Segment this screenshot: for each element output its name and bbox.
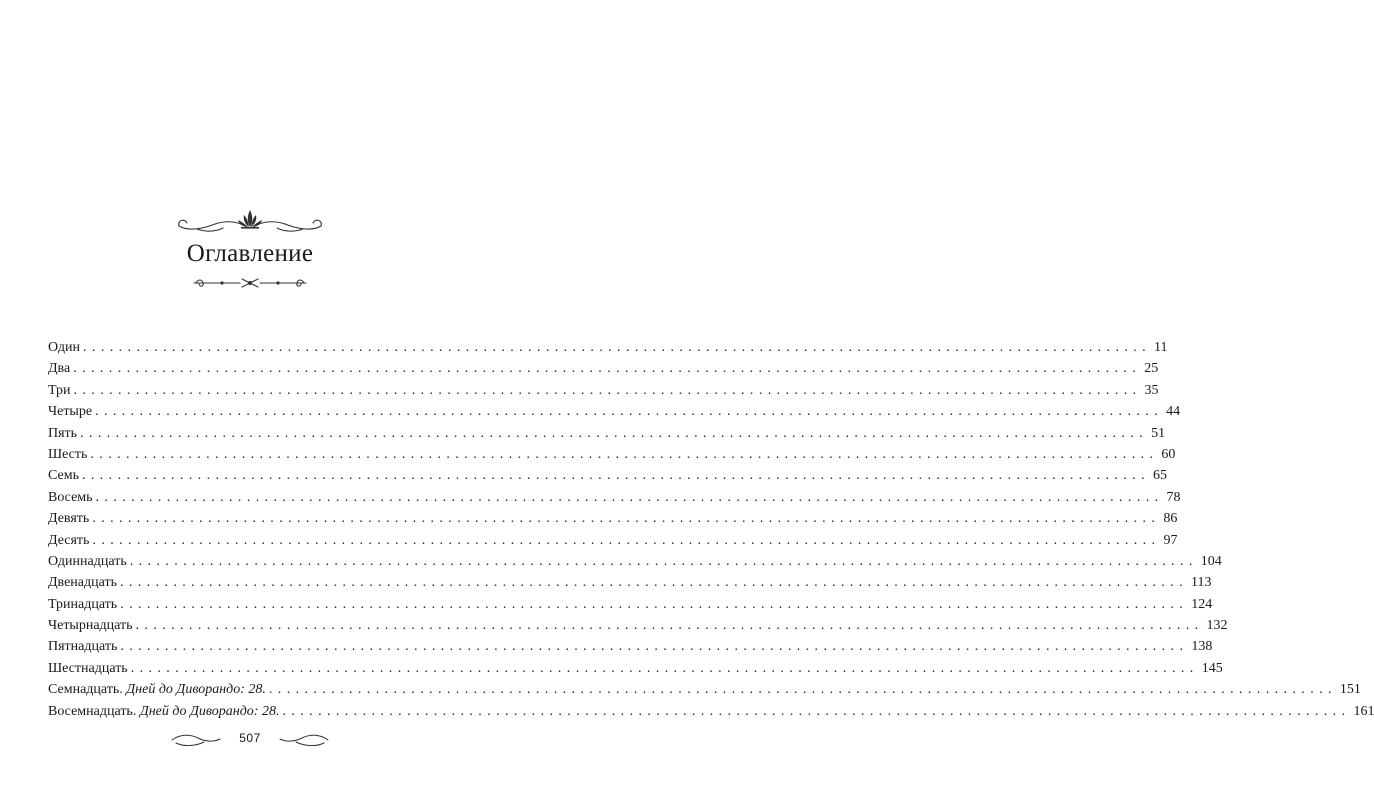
toc-entry-title	[48, 530, 89, 551]
toc-entry-title	[48, 679, 266, 700]
table-of-contents	[48, 337, 1374, 722]
dot-leader: ........................................................................................................................	[83, 340, 1152, 355]
toc-entry	[48, 444, 1176, 465]
chapter-title: Тринадцать	[48, 596, 118, 612]
dot-leader: ........................................................................................................................	[129, 553, 1198, 569]
chapter-title: Пятнадцать	[48, 639, 118, 655]
toc-entry-title	[48, 594, 117, 615]
dot-leader: ........................................................................................................................	[119, 575, 1188, 591]
dot-leader: ........................................................................................................................	[130, 660, 1199, 676]
toc-entry-title	[48, 465, 79, 486]
chapter-title: Пять	[48, 425, 78, 441]
toc-page-number: 11	[1154, 340, 1168, 355]
dot-leader: ........................................................................................................................	[120, 639, 1189, 655]
toc-page-number: 35	[1144, 382, 1159, 398]
page-number: 507	[239, 731, 261, 745]
chapter-title: Четырнадцать	[48, 618, 133, 634]
dot-leader: ........................................................................................................................	[95, 404, 1164, 420]
toc-entry	[48, 594, 1213, 615]
toc-entry	[48, 530, 1178, 551]
toc-entry	[48, 401, 1181, 422]
dot-leader: ........................................................................................................................	[268, 682, 1337, 698]
chapter-subtitle: Дней до Диворандо: 28.	[126, 682, 266, 698]
toc-entry-title	[48, 551, 127, 572]
toc-entry	[48, 615, 1228, 636]
chapter-title: Двенадцать	[48, 575, 117, 591]
toc-entry-title	[48, 358, 70, 379]
chapter-title: Шесть	[48, 446, 88, 462]
page-title: Оглавление	[186, 240, 314, 267]
toc-entry-title	[48, 401, 92, 422]
dot-leader: ........................................................................................................................	[92, 532, 1161, 548]
toc-page-number: 132	[1206, 618, 1228, 634]
toc-page-number: 145	[1201, 660, 1223, 676]
chapter-title: Два	[48, 361, 71, 377]
toc-entry-title	[48, 337, 80, 358]
toc-entry	[48, 358, 1159, 379]
chapter-title: Девять	[48, 511, 90, 527]
toc-page-number: 113	[1190, 575, 1212, 591]
dot-leader: ........................................................................................................................	[73, 361, 1142, 377]
toc-entry-title	[48, 508, 89, 529]
toc-entry-title	[48, 701, 279, 722]
dot-leader: ........................................................................................................................	[95, 489, 1164, 505]
chapter-subtitle: Дней до Диворандо: 28.	[139, 703, 280, 719]
toc-entry-title	[48, 444, 87, 465]
toc-entry-title	[48, 615, 133, 636]
toc-entry-title	[48, 423, 77, 444]
toc-page-number: 138	[1191, 639, 1213, 655]
scroll-divider-icon	[192, 276, 308, 290]
dot-leader: ........................................................................................................................	[73, 382, 1142, 398]
dot-leader: ........................................................................................................................	[92, 511, 1161, 527]
dot-leader: ........................................................................................................................	[282, 703, 1351, 719]
toc-entry	[48, 380, 1159, 401]
chapter-title: Семнадцать.	[48, 682, 123, 698]
toc-entry-title	[48, 487, 93, 508]
toc-entry	[48, 658, 1223, 679]
toc-entry	[48, 487, 1181, 508]
chapter-title: Шестнадцать	[48, 660, 128, 676]
dot-leader: ........................................................................................................................	[135, 618, 1204, 634]
toc-entry	[48, 636, 1213, 657]
chapter-title: Восемь	[48, 489, 93, 505]
toc-entry	[48, 701, 1374, 722]
chapter-title: Три	[48, 382, 71, 398]
toc-page-number: 104	[1200, 553, 1222, 569]
toc-entry	[48, 465, 1167, 486]
toc-page-number: 161	[1353, 703, 1374, 719]
toc-page-number: 86	[1163, 511, 1178, 527]
chapter-title: Четыре	[48, 404, 93, 420]
chapter-title: Восемнадцать.	[48, 703, 137, 719]
toc-entry	[48, 423, 1166, 444]
toc-page-number: 44	[1166, 404, 1181, 420]
dot-leader: ........................................................................................................................	[120, 596, 1189, 612]
toc-page-number: 97	[1163, 532, 1178, 548]
toc-entry	[48, 551, 1222, 572]
dot-leader: ........................................................................................................................	[81, 468, 1150, 484]
chapter-title: Одиннадцать	[48, 553, 127, 569]
toc-entry-title	[48, 380, 71, 401]
flourish-ornament-icon	[175, 206, 325, 234]
toc-entry	[48, 572, 1212, 593]
dot-leader: ........................................................................................................................	[80, 425, 1149, 441]
toc-entry	[48, 337, 1168, 358]
chapter-title: Десять	[48, 532, 90, 548]
dot-leader: ........................................................................................................................	[90, 446, 1159, 462]
toc-page-number: 65	[1152, 468, 1167, 484]
toc-entry-title	[48, 658, 128, 679]
toc-page-number: 60	[1161, 446, 1176, 462]
toc-page-number: 51	[1151, 425, 1166, 441]
toc-entry	[48, 508, 1178, 529]
toc-entry-title	[48, 636, 117, 657]
toc-entry	[48, 679, 1361, 700]
toc-entry-title	[48, 572, 117, 593]
chapter-title: Один	[48, 340, 81, 355]
toc-page-number: 124	[1191, 596, 1213, 612]
chapter-title: Семь	[48, 468, 79, 484]
toc-page-number: 78	[1166, 489, 1181, 505]
toc-page-number: 25	[1144, 361, 1159, 377]
toc-page-number: 151	[1339, 682, 1361, 698]
